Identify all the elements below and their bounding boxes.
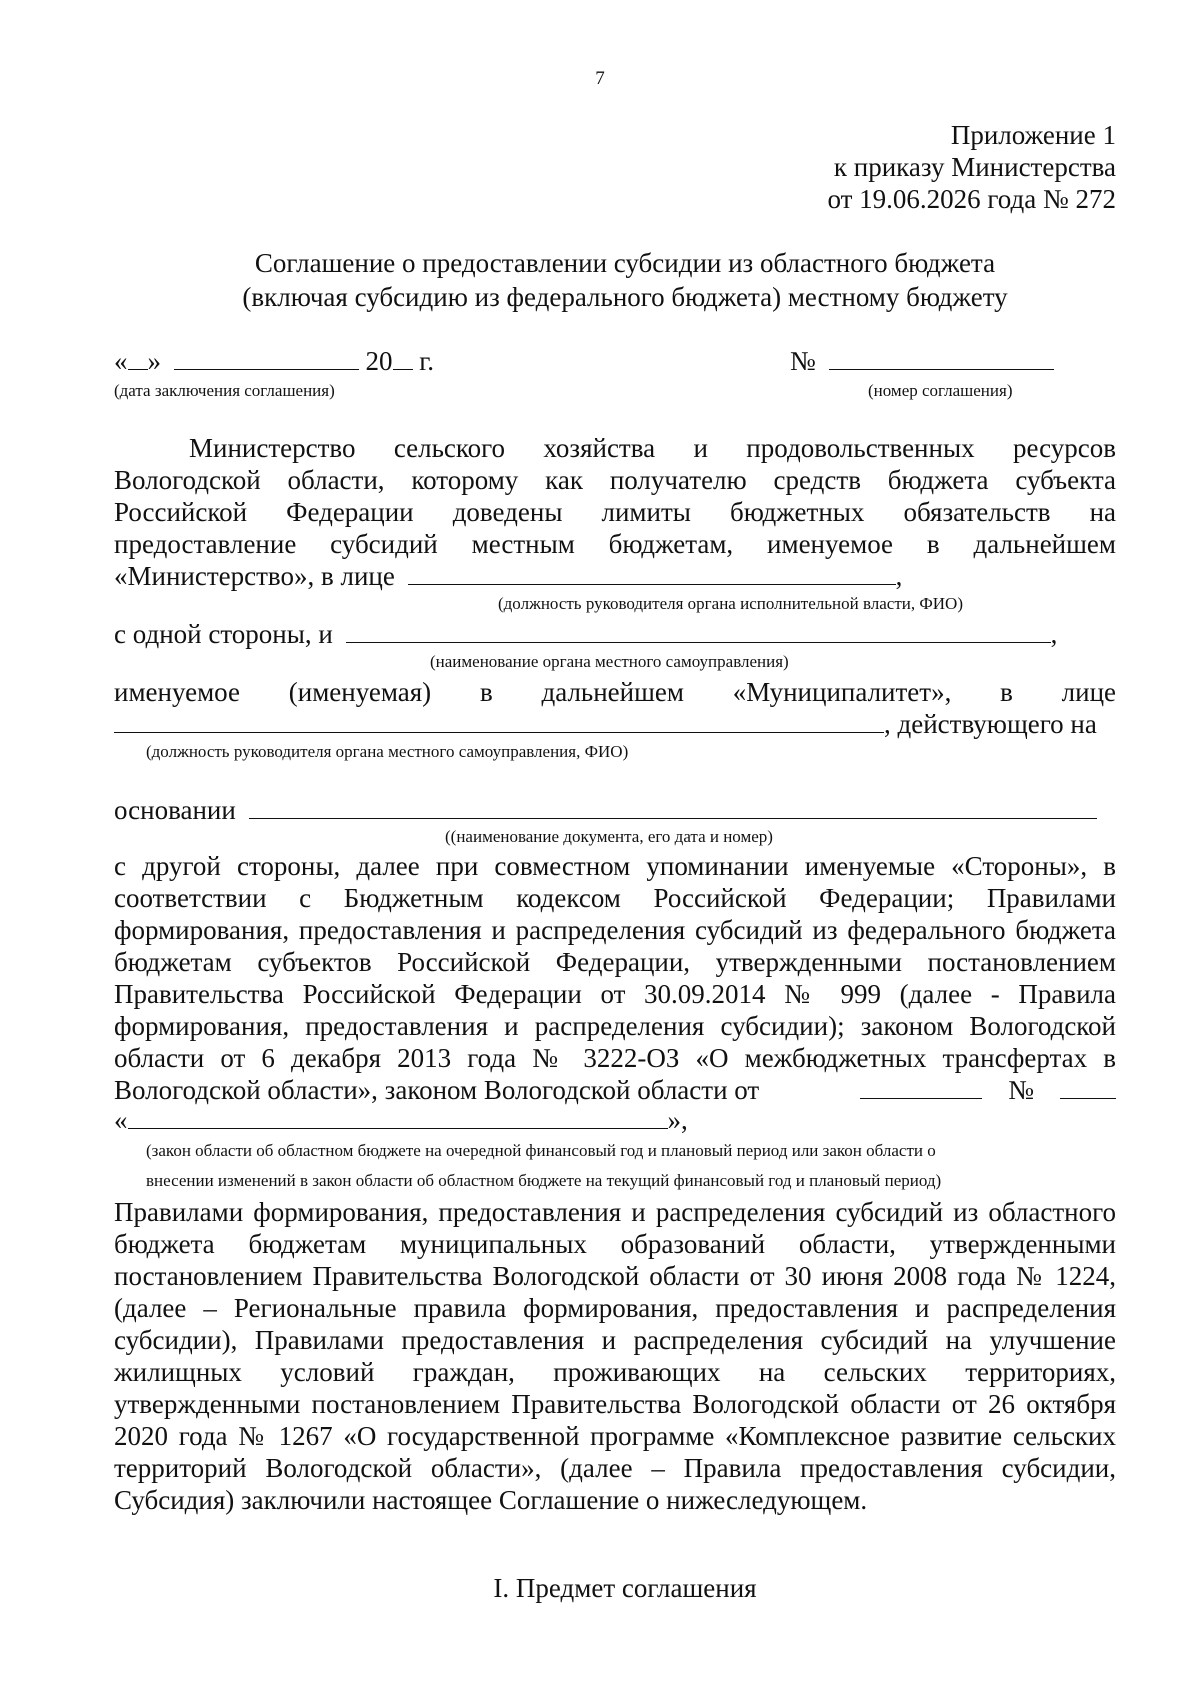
para2-line-3: формирования, предоставления и распределения субсидий из федерального бюджета — [114, 915, 1116, 945]
law-number-sign: № — [1008, 1075, 1034, 1105]
para1-line-1: Министерство сельского хозяйства и продовольственных ресурсов — [189, 433, 1116, 463]
para2-line-4: бюджетам субъектов Российской Федерации, утвержденными постановлением — [114, 947, 1116, 977]
para1-line-2: Вологодской области, которому как получателю средств бюджета субъекта — [114, 465, 1116, 495]
number-caption: (номер соглашения) — [868, 381, 1013, 400]
para1-line-4: предоставление субсидий местным бюджетам, именуемое в дальнейшем — [114, 529, 1116, 559]
para1-line-7: именуемое (именуемая) в дальнейшем «Муниципалитет», в лице — [114, 677, 1116, 707]
para3-line-1: Правилами формирования, предоставления и распределения субсидий из областного — [114, 1197, 1116, 1227]
para3-line-10: Субсидия) заключили настоящее Соглашение о нижеследующем. — [114, 1485, 868, 1515]
one-side-text: с одной стороны, и — [114, 619, 333, 649]
law-date-blank — [860, 1074, 982, 1099]
law-of-region-text: Вологодской области», законом Вологодской области от — [114, 1075, 760, 1105]
para2-line-8 — [114, 1074, 1116, 1106]
year-prefix: 20 — [365, 346, 393, 376]
number-sign: № — [790, 346, 816, 376]
para3-line-8: 2020 года № 1267 «О государственной программе «Комплексное развитие сельских — [114, 1421, 1116, 1451]
para1-line-3: Российской Федерации доведены лимиты бюджетных обязательств на — [114, 497, 1116, 527]
para3-line-6: жилищных условий граждан, проживающих на сельских территориях, — [114, 1357, 1116, 1387]
ministry-in-person-text: «Министерство», в лице — [114, 561, 395, 591]
para2-line-1: с другой стороны, далее при совместном упоминании именуемые «Стороны», в — [114, 851, 1116, 881]
document-title-line-2: (включая субсидию из федерального бюджета) местному бюджету — [242, 282, 1008, 312]
municipality-caption: (наименование органа местного самоуправления) — [430, 652, 789, 671]
para3-line-5: субсидии), Правилами предоставления и распределения субсидий на улучшение — [114, 1325, 1116, 1355]
para3-line-4: (далее – Региональные правила формирования, предоставления и распределения — [114, 1293, 1116, 1323]
section-heading: I. Предмет соглашения — [493, 1573, 757, 1603]
para3-line-7: утвержденными постановлением Правительства Вологодской области от 26 октября — [114, 1389, 1116, 1419]
para3-line-3: постановлением Правительства Вологодской области от 30 июня 2008 года № 1224, — [114, 1261, 1116, 1291]
law-caption-line-1: (закон области об областном бюджете на очередной финансовый год и плановый период или закон области о — [146, 1141, 936, 1160]
basis-text: основании — [114, 795, 236, 825]
municipal-head-caption: (должность руководителя органа местного самоуправления, ФИО) — [146, 742, 629, 761]
para2-line-2: соответствии с Бюджетным кодексом Российской Федерации; Правилами — [114, 883, 1116, 913]
head-name-blank — [408, 560, 896, 585]
document-title-line-1: Соглашение о предоставлении субсидии из областного бюджета — [254, 248, 996, 278]
para2-line-6: формирования, предоставления и распределения субсидии); законом Вологодской — [114, 1011, 1116, 1041]
para3-line-2: бюджета бюджетам муниципальных образований области, утвержденными — [114, 1229, 1116, 1259]
agreement-date-field — [114, 345, 434, 377]
month-blank — [174, 345, 359, 370]
law-title-blank — [128, 1104, 668, 1129]
year-suffix: г. — [419, 346, 435, 376]
para1-line-5 — [114, 560, 902, 592]
quote-open: « — [114, 346, 128, 376]
municipality-blank — [346, 618, 1051, 643]
law-caption-line-2: внесении изменений в закон области об областном бюджете на текущий финансовый год и плановый период) — [146, 1171, 942, 1190]
year-blank — [393, 345, 413, 370]
appendix-line-2: к приказу Министерства — [833, 152, 1116, 182]
page-number: 7 — [595, 68, 605, 89]
acting-on-text: , действующего на — [884, 709, 1097, 739]
basis-document-blank — [249, 794, 1097, 819]
head-caption: (должность руководителя органа исполнительной власти, ФИО) — [498, 594, 963, 613]
agreement-number-field — [790, 345, 1054, 377]
municipal-head-blank — [114, 708, 884, 733]
law-number-blank — [1060, 1074, 1116, 1099]
para3-line-9: территорий Вологодской области», (далее – Правила предоставления субсидии, — [114, 1453, 1116, 1483]
law-title-line: « », — [114, 1105, 688, 1135]
para1-line-8 — [114, 708, 1097, 740]
para2-line-5: Правительства Российской Федерации от 30.09.2014 № 999 (далее - Правила — [114, 979, 1116, 1009]
law-date-number-fields — [860, 1074, 1116, 1106]
date-caption: (дата заключения соглашения) — [114, 381, 335, 400]
comma: , — [895, 561, 903, 591]
day-blank — [128, 345, 148, 370]
number-blank — [829, 345, 1054, 370]
appendix-line-3: от 19.06.2026 года № 272 — [827, 184, 1116, 214]
quote-close: » — [147, 346, 161, 376]
appendix-line-1: Приложение 1 — [950, 120, 1116, 150]
para1-line-6: с одной стороны, и , — [114, 619, 1058, 649]
para2-line-7: области от 6 декабря 2013 года № 3222-ОЗ «О межбюджетных трансфертах в — [114, 1043, 1116, 1073]
basis-caption: ((наименование документа, его дата и номер) — [445, 827, 773, 846]
basis-line — [114, 794, 1097, 826]
